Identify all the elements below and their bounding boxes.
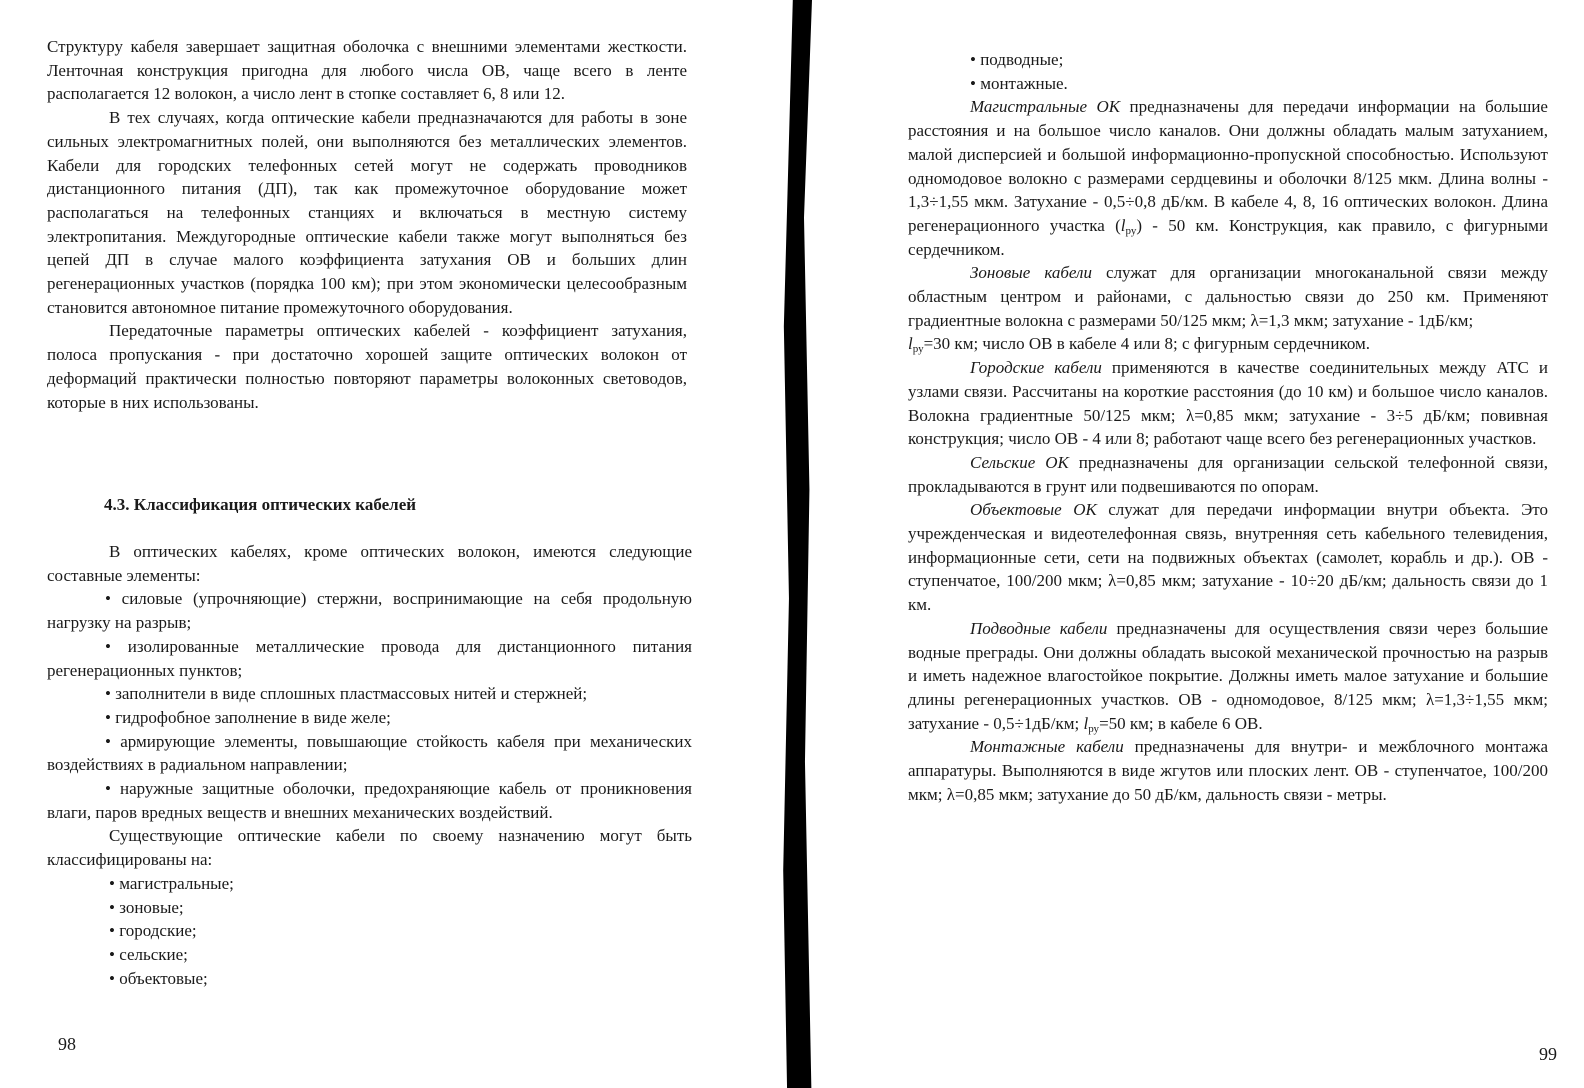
list-item: • сельские; bbox=[47, 943, 692, 967]
page-number: 99 bbox=[1539, 1044, 1557, 1064]
list-item: • зоновые; bbox=[47, 896, 692, 920]
section-heading: 4.3. Классификация оптических кабелей bbox=[104, 495, 417, 514]
paragraph: В тех случаях, когда оптические кабели предназначаются для работы в зоне сильных электромагнитных полей, они выполняются без металлических элементов. Кабели для городских телефонных сетей могут не содержать проводников дистанционного питания (ДП), так как промежуточное оборудование может располагаться на телефонных станциях и включаться в местную систему электропитания. Междугородные оптические кабели также могут выполняться без цепей ДП в случае малого коэффициента затухания ОВ и больших длин регенерационных участков (порядка 100 км); при этом экономически целесообразным становится автономное питание промежуточного оборудования. bbox=[47, 108, 687, 317]
term: Сельские ОК bbox=[970, 452, 1069, 472]
paragraph-object-cables: Объектовые ОК служат для передачи информации внутри объекта. Это учрежденческая и видеотелефонная связь, внутренняя сеть кабельного телевидения, информационные сети, сети на подвижных объектах (самолет, корабль и др.). ОВ - ступенчатое, 100/200 мкм; λ=0,85 мкм; затухание - 10÷20 дБ/км; дальность связи до 1 км. bbox=[908, 500, 1548, 615]
list-item: • изолированные металлические провода для дистанционного питания регенерационных пунктов; bbox=[47, 635, 692, 682]
list-item: • силовые (упрочняющие) стержни, воспринимающие на себя продольную нагрузку на разрыв; bbox=[47, 587, 692, 634]
term: Объектовые ОК bbox=[970, 500, 1097, 520]
paragraph-mounting-cables: Монтажные кабели предназначены для внутри- и межблочного монтажа аппаратуры. Выполняются в виде жгутов или плоских лент. ОВ - ступенчатое, 100/200 мкм; λ=0,85 мкм; затухание до 50 дБ/км, дальность связи - метры. bbox=[908, 737, 1548, 804]
list-item: • объектовые; bbox=[47, 967, 692, 991]
list-item: • гидрофобное заполнение в виде желе; bbox=[47, 706, 692, 730]
list-item: • магистральные; bbox=[47, 872, 692, 896]
page-number: 98 bbox=[58, 1034, 76, 1054]
paragraph: Структуру кабеля завершает защитная оболочка с внешними элементами жесткости. Ленточная конструкция пригодна для любого числа ОВ, чаще всего в ленте располагается 12 волокон, а число лент в стопке составляет 6, 8 или 12. bbox=[47, 37, 687, 104]
paragraph-trunk-cables: Магистральные ОК предназначены для передачи информации на большие расстояния и на большое число каналов. Они должны обладать малым затуханием, малой дисперсией и большой информационно-пропускной способностью. Используют одномодовое волокно с размерами сердцевины и оболочки 8/125 мкм. Длина волны - 1,3÷1,55 мкм. Затухание - 0,5÷0,8 дБ/км. В кабеле 4, 8, 16 оптических волокон. Длина регенерационного участка $(l_{ру}) - 50$ км. Конструкция, как правило, с фигурными сердечником. bbox=[908, 97, 1548, 259]
left-page-text-top bbox=[47, 35, 687, 414]
list-item: • городские; bbox=[47, 919, 692, 943]
list-item: • подводные; bbox=[908, 48, 1548, 72]
list-item: • заполнители в виде сплошных пластмассовых нитей и стержней; bbox=[47, 682, 692, 706]
paragraph: В оптических кабелях, кроме оптических волокон, имеются следующие составные элементы: bbox=[47, 542, 692, 585]
right-page bbox=[812, 0, 1584, 1088]
left-page-text-bottom bbox=[47, 540, 692, 990]
list-item: • монтажные. bbox=[908, 72, 1548, 96]
paragraph-zone-cables: Зоновые кабели служат для организации многоканальной связи между областным центром и районами, с дальностью связи до 250 км. Применяют градиентные волокна с размерами 50/125 мкм; λ=1,3 мкм; затухание - 1дБ/км; bbox=[908, 263, 1548, 330]
right-page-text bbox=[908, 48, 1548, 807]
term: Монтажные кабели bbox=[970, 737, 1124, 757]
term: Городские кабели bbox=[970, 358, 1102, 378]
paragraph: Передаточные параметры оптических кабелей - коэффициент затухания, полоса пропускания - при достаточно хорошей защите оптических волокон от деформаций практически полностью повторяют параметры волоконных световодов, которые в них использованы. bbox=[47, 321, 687, 412]
paragraph-underwater-cables: Подводные кабели предназначены для осуществления связи через большие водные преграды. Они должны обладать высокой механической прочностью на разрыв и иметь надежное влагостойкое покрытие. Должны иметь малое затухание и большие длины регенерационных участков. ОВ - одномодовое, 8/125 мкм; λ=1,3÷1,55 мкм; затухание - 0,5÷1дБ/км; $l_{ру}=50$ км; в кабеле 6 ОВ. bbox=[908, 618, 1548, 735]
term: Зоновые кабели bbox=[970, 263, 1092, 283]
paragraph-city-cables: Городские кабели применяются в качестве соединительных между АТС и узлами связи. Рассчитаны на короткие расстояния (до 10 км) и большое число каналов. Волокна градиентные 50/125 мкм; λ=0,85 мкм; затухание - 3÷5 дБ/км; повивная конструкция; число ОВ - 4 или 8; работают чаще всего без регенерационных участков. bbox=[908, 358, 1548, 449]
paragraph: Существующие оптические кабели по своему назначению могут быть классифицированы на: bbox=[47, 826, 692, 870]
term: Подводные кабели bbox=[970, 618, 1108, 638]
left-page bbox=[0, 0, 780, 1088]
term: Магистральные ОК bbox=[970, 97, 1121, 117]
paragraph-zone-cables-cont: $l_{ру}=30$ км; число ОВ в кабеле 4 или 8; с фигурным сердечником. bbox=[908, 334, 1371, 356]
book-spine-shadow bbox=[780, 0, 812, 1088]
list-item: • наружные защитные оболочки, предохраняющие кабель от проникновения влаги, паров вредных веществ и внешних механических воздействий. bbox=[47, 777, 692, 824]
paragraph-rural-cables: Сельские ОК предназначены для организации сельской телефонной связи, прокладываются в грунт или подвешиваются по опорам. bbox=[908, 452, 1548, 496]
list-item: • армирующие элементы, повышающие стойкость кабеля при механических воздействиях в радиальном направлении; bbox=[47, 730, 692, 777]
